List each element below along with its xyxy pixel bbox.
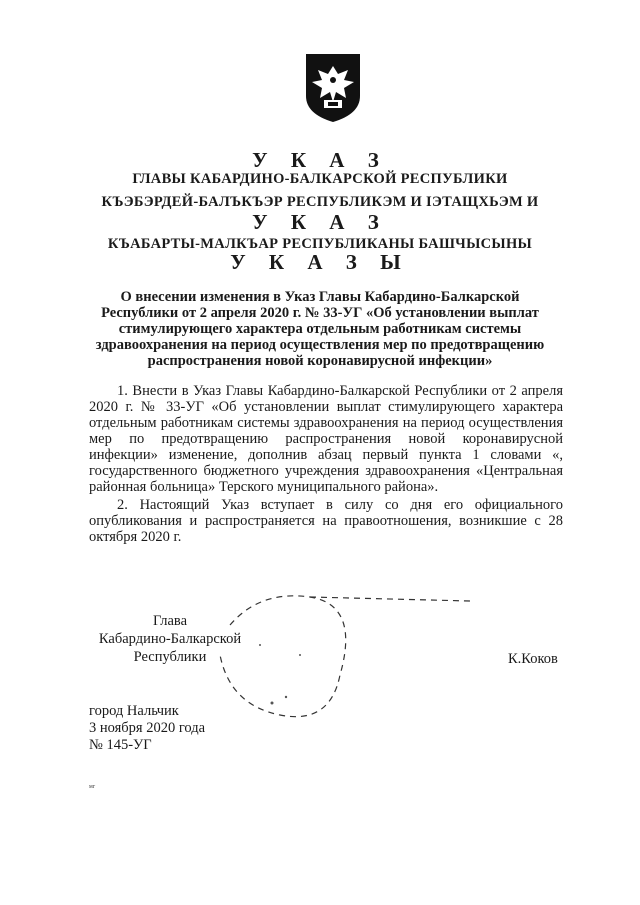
body-paragraph-2: 2. Настоящий Указ вступает в силу со дня его официального опубликования и распространяется на правоотношения, возникшие с 28 октября 2020 г. [89, 497, 563, 545]
issue-date: 3 ноября 2020 года [89, 720, 206, 736]
decree-heading-kabardian: У К А З [252, 210, 388, 234]
decree-body [89, 383, 563, 545]
decree-heading-balkar: У К А З Ы [230, 250, 410, 274]
coat-of-arms-emblem-icon [302, 52, 364, 124]
title-line: О внесении изменения в Указ Главы Кабардино-Балкарской [120, 289, 520, 305]
decree-heading-ru: У К А З [252, 148, 388, 172]
title-line: здравоохранения на период осуществления мер по предотвращению [95, 337, 545, 353]
decree-number: № 145-УГ [89, 737, 152, 753]
typist-initials: мг [89, 784, 96, 790]
title-line: Республики от 2 апреля 2020 г. № 33-УГ «Об установлении выплат [101, 305, 539, 321]
signatory-title [90, 612, 250, 666]
issue-city: город Нальчик [89, 703, 179, 719]
signatory-name: К.Коков [508, 651, 558, 667]
issuer-line-ru: ГЛАВЫ КАБАРДИНО-БАЛКАРСКОЙ РЕСПУБЛИКИ [132, 171, 508, 187]
signatory-title-line: Кабардино-Балкарской [98, 631, 242, 647]
signatory-title-line: Республики [133, 649, 207, 665]
signatory-title-line: Глава [152, 613, 188, 629]
body-paragraph-1: 1. Внести в Указ Главы Кабардино-Балкарской Республики от 2 апреля 2020 г. № 33-УГ «Об установлении выплат стимулирующего характера отдельным работникам системы здравоохранения на период осуществления мер по предотвращению распространения новой коронавирусной инфекции» изменение, дополнив абзац первый пункта 1 словами «, государственного бюджетного учреждения здравоохранения «Центральная районная больница» Терского муниципального района». [89, 383, 563, 495]
issuer-line-balkar: КЪАБАРТЫ-МАЛКЪАР РЕСПУБЛИКАНЫ БАШЧЫСЫНЫ [107, 236, 533, 252]
decree-title [80, 289, 560, 369]
issuer-line-kabardian: КЪЭБЭРДЕЙ-БАЛЪКЪЭР РЕСПУБЛИКЭМ И ІЭТАЩХЬЭМ И [101, 194, 539, 210]
title-line: распространения новой коронавирусной инфекции» [147, 353, 493, 369]
issue-details [89, 703, 205, 754]
title-line: стимулирующего характера отдельным работникам системы [118, 321, 522, 337]
